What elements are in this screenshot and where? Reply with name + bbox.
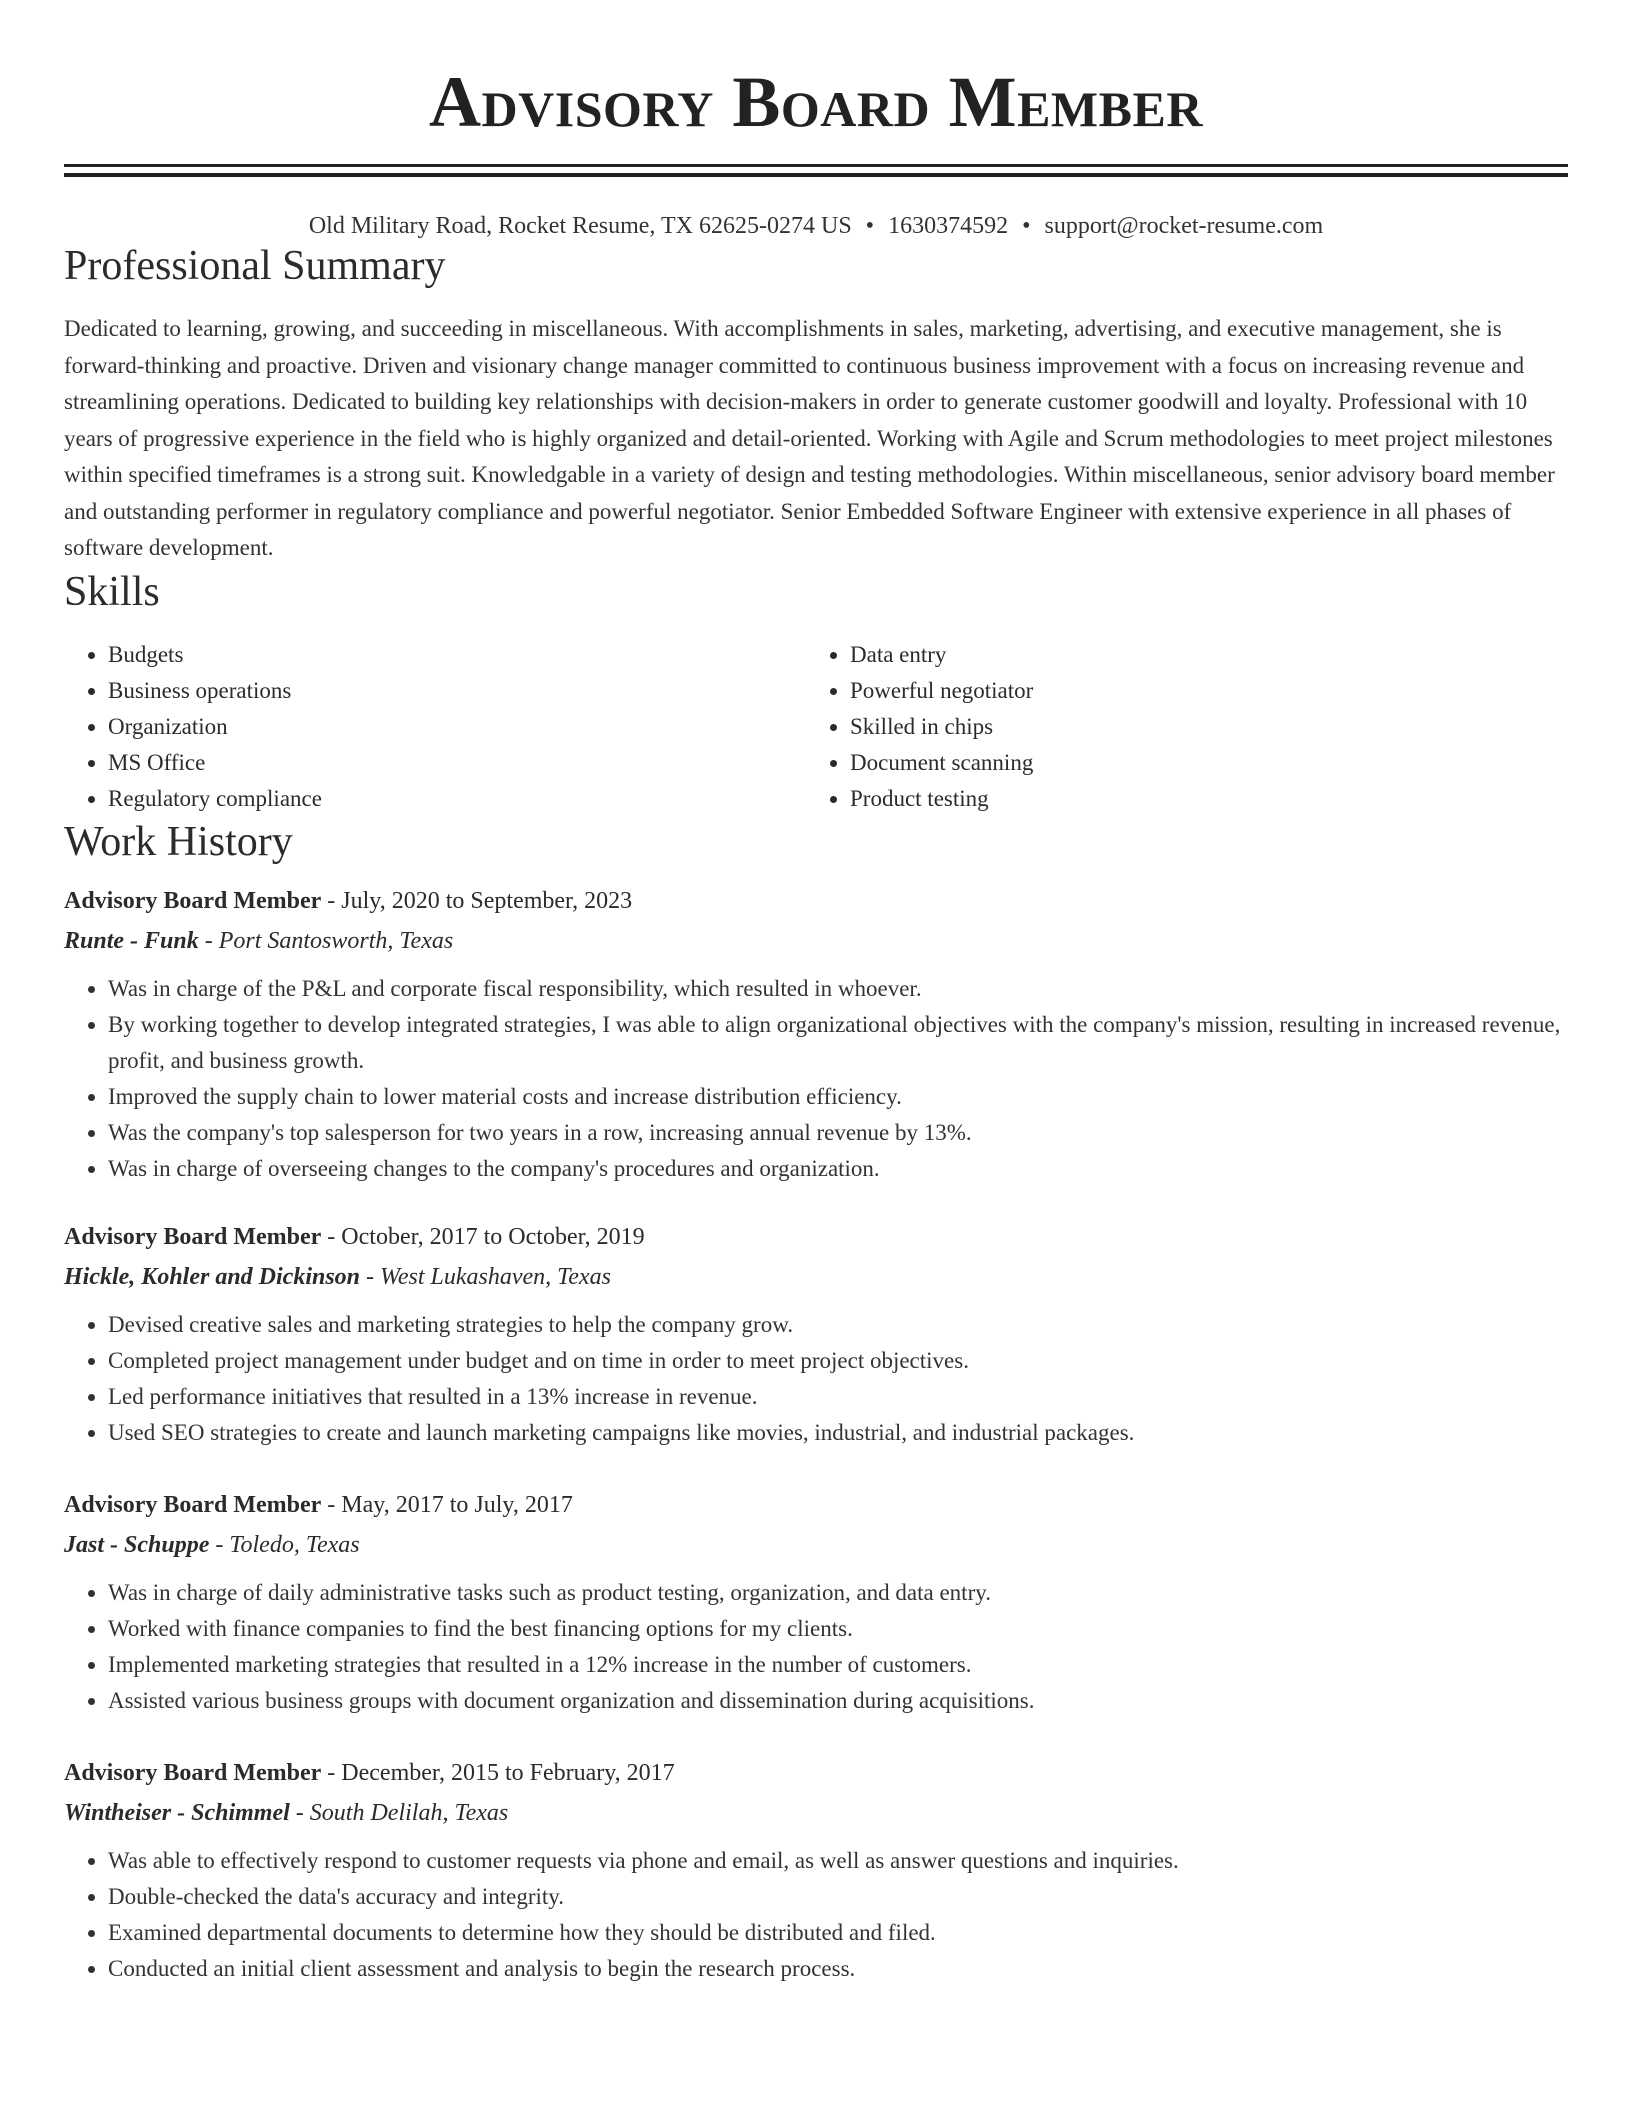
dash: - <box>360 1263 381 1290</box>
separator: • <box>1022 213 1031 239</box>
job-bullet: • Was the company's top salesperson for two years in a row, increasing annual revenue by 13%. <box>108 1115 1568 1151</box>
job-dates: October, 2017 to October, 2019 <box>341 1223 645 1250</box>
dash: - <box>321 1491 342 1518</box>
phone: 1630374592 <box>888 213 1009 239</box>
job-title-line <box>64 1485 1568 1525</box>
job-dates: July, 2020 to September, 2023 <box>341 887 633 914</box>
job-entry <box>64 881 1568 1187</box>
job-company-line <box>64 1793 1568 1833</box>
job-bullet: • Used SEO strategies to create and launch marketing campaigns like movies, industrial, and industrial packages. <box>108 1415 1568 1451</box>
job-company: Wintheiser - Schimmel <box>64 1799 290 1826</box>
summary-heading: Professional Summary <box>64 243 446 289</box>
job-bullet: • Was able to effectively respond to customer requests via phone and email, as well as answer questions and inquiries. <box>108 1843 1568 1879</box>
skill-item: • Business operations <box>108 673 806 709</box>
job-bullet: • Worked with finance companies to find the best financing options for my clients. <box>108 1611 1568 1647</box>
separator: • <box>865 213 875 239</box>
job-bullet: • Devised creative sales and marketing strategies to help the company grow. <box>108 1307 1568 1343</box>
resume-page <box>64 0 1568 1987</box>
job-role: Advisory Board Member <box>64 1491 322 1518</box>
job-bullet: • Double-checked the data's accuracy and integrity. <box>108 1879 1568 1915</box>
job-bullet: • Was in charge of overseeing changes to the company's procedures and organization. <box>108 1151 1568 1187</box>
address: Old Military Road, Rocket Resume, TX 62625-0274 US <box>308 213 852 239</box>
job-company: Runte - Funk <box>64 927 199 954</box>
dash: - <box>321 887 342 914</box>
skill-item: • MS Office <box>108 745 806 781</box>
job-entry <box>64 1753 1568 1987</box>
job-company-line <box>64 1257 1568 1297</box>
dash: - <box>198 927 219 954</box>
job-entry <box>64 1217 1568 1451</box>
job-bullet: • Was in charge of the P&L and corporate fiscal responsibility, which resulted in whoever. <box>108 971 1568 1007</box>
job-bullet: • Improved the supply chain to lower material costs and increase distribution efficiency. <box>108 1079 1568 1115</box>
job-title-line <box>64 1217 1568 1257</box>
job-location: Toledo, Texas <box>229 1531 360 1558</box>
skill-item: • Data entry <box>850 637 1548 673</box>
job-location: West Lukashaven, Texas <box>380 1263 611 1290</box>
job-bullet: • By working together to develop integrated strategies, I was able to align organizational objectives with the company's mission, resulting in increased revenue, profit, and business growth. <box>108 1007 1568 1079</box>
job-bullet: • Completed project management under budget and on time in order to meet project objectives. <box>108 1343 1568 1379</box>
contact-line <box>64 211 1568 241</box>
job-company-line <box>64 921 1568 961</box>
skills-heading: Skills <box>64 568 160 615</box>
job-bullets <box>64 971 1568 1187</box>
dash: - <box>209 1531 230 1558</box>
job-dates: December, 2015 to February, 2017 <box>341 1759 675 1786</box>
job-bullet: • Led performance initiatives that resulted in a 13% increase in revenue. <box>108 1379 1568 1415</box>
job-company: Jast - Schuppe <box>64 1531 210 1558</box>
summary-text: Dedicated to learning, growing, and succeeding in miscellaneous. With accomplishments in sales, marketing, advertising, and executive management, she is forward-thinking and proactive. Driven and visionary change manager committed to continuous business improvement with a focus on increasing revenue and streamlining operations. Dedicated to building key relationships with decision-makers in order to generate customer goodwill and loyalty. Professional with 10 years of progressive experience in the field who is highly organized and detail-oriented. Working with Agile and Scrum methodologies to meet project milestones within specified timeframes is a strong suit. Knowledgable in a variety of design and testing methodologies. Within miscellaneous, senior advisory board member and outstanding performer in regulatory compliance and powerful negotiator. Senior Embedded Software Engineer with extensive experience in all phases of software development. <box>64 316 1555 560</box>
job-bullet: • Conducted an initial client assessment and analysis to begin the research process. <box>108 1951 1568 1987</box>
job-role: Advisory Board Member <box>64 1759 322 1786</box>
job-location: South Delilah, Texas <box>309 1799 509 1826</box>
skill-item: • Budgets <box>108 637 806 673</box>
job-bullets <box>64 1575 1568 1719</box>
job-dates: May, 2017 to July, 2017 <box>341 1491 573 1518</box>
job-bullet: • Implemented marketing strategies that resulted in a 12% increase in the number of customers. <box>108 1647 1568 1683</box>
skill-item: • Powerful negotiator <box>850 673 1548 709</box>
job-location: Port Santosworth, Texas <box>218 927 454 954</box>
work-history-heading: Work History <box>64 818 293 865</box>
skills-list <box>64 637 1568 817</box>
job-bullets <box>64 1843 1568 1987</box>
job-title-line <box>64 1753 1568 1793</box>
job-title-line <box>64 881 1568 921</box>
dash: - <box>321 1759 342 1786</box>
email: support@rocket-resume.com <box>1044 213 1324 239</box>
resume-name: Advisory Board Member <box>429 62 1203 142</box>
skill-item: • Skilled in chips <box>850 709 1548 745</box>
job-bullets <box>64 1307 1568 1451</box>
job-bullet: • Examined departmental documents to determine how they should be distributed and filed. <box>108 1915 1568 1951</box>
skill-item: • Organization <box>108 709 806 745</box>
skill-item: • Regulatory compliance <box>108 781 806 817</box>
job-bullet: • Assisted various business groups with document organization and dissemination during acquisitions. <box>108 1683 1568 1719</box>
job-entry <box>64 1485 1568 1719</box>
skills-column-right <box>806 637 1548 817</box>
job-company-line <box>64 1525 1568 1565</box>
job-bullet: • Was in charge of daily administrative tasks such as product testing, organization, and data entry. <box>108 1575 1568 1611</box>
dash: - <box>289 1799 310 1826</box>
dash: - <box>321 1223 342 1250</box>
skill-item: • Document scanning <box>850 745 1548 781</box>
skills-column-left <box>64 637 806 817</box>
job-role: Advisory Board Member <box>64 1223 322 1250</box>
skill-item: • Product testing <box>850 781 1548 817</box>
job-role: Advisory Board Member <box>64 887 322 914</box>
job-company: Hickle, Kohler and Dickinson <box>64 1263 361 1290</box>
header-divider <box>64 164 1568 177</box>
